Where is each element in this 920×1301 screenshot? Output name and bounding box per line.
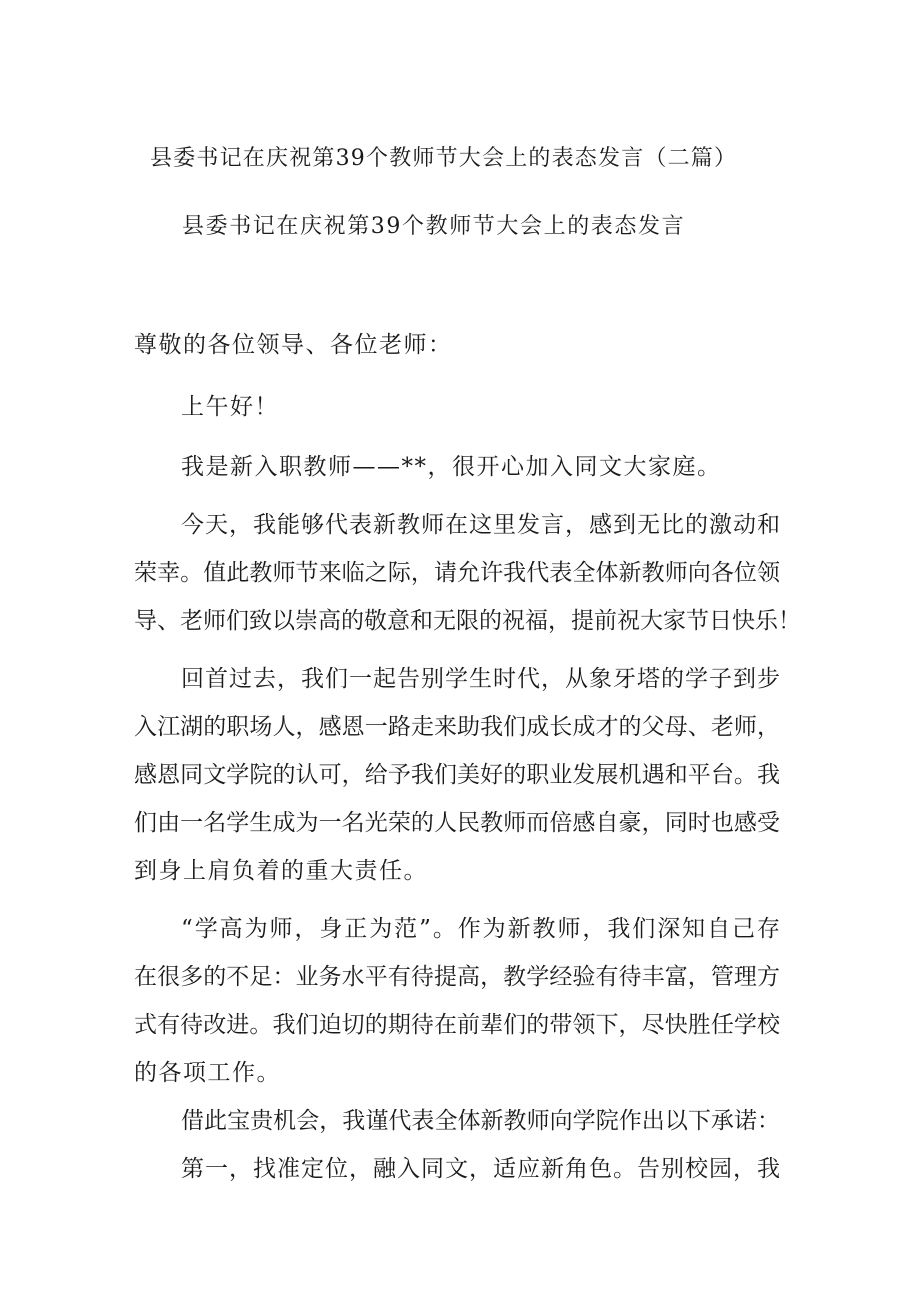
greeting: 上午好！	[181, 394, 279, 420]
paragraph-line: 的各项工作。	[134, 1060, 281, 1086]
paragraph-line: 今天，我能够代表新教师在这里发言，感到无比的激动和	[181, 512, 780, 538]
paragraph-line: 感恩同文学院的认可，给予我们美好的职业发展机遇和平台。我	[134, 762, 780, 788]
salutation: 尊敬的各位领导、各位老师：	[134, 332, 453, 358]
introduction: 我是新入职教师——**，很开心加入同文大家庭。	[181, 454, 722, 480]
paragraph-line: 荣幸。值此教师节来临之际，请允许我代表全体新教师向各位领	[134, 560, 780, 586]
paragraph-line: 到身上肩负着的重大责任。	[134, 858, 428, 884]
speech-title: 县委书记在庆祝第39个教师节大会上的表态发言	[182, 214, 686, 239]
paragraph-line: 式有待改进。我们迫切的期待在前辈们的带领下，尽快胜任学校	[134, 1012, 780, 1038]
paragraph-line: “学高为师，身正为范”。作为新教师，我们深知自己存	[181, 916, 780, 942]
paragraph-line: 入江湖的职场人，感恩一路走来助我们成长成才的父母、老师，	[134, 714, 780, 740]
paragraph-line: 借此宝贵机会，我谨代表全体新教师向学院作出以下承诺：	[181, 1108, 780, 1134]
document-title: 县委书记在庆祝第39个教师节大会上的表态发言（二篇）	[150, 146, 738, 171]
paragraph-line: 导、老师们致以崇高的敬意和无限的祝福，提前祝大家节日快乐！	[134, 608, 801, 634]
paragraph-line: 在很多的不足：业务水平有待提高，教学经验有待丰富，管理方	[134, 964, 780, 990]
paragraph-line: 回首过去，我们一起告别学生时代，从象牙塔的学子到步	[181, 666, 780, 692]
paragraph-line: 第一，找准定位，融入同文，适应新角色。告别校园，我	[181, 1156, 780, 1182]
paragraph-line: 们由一名学生成为一名光荣的人民教师而倍感自豪，同时也感受	[134, 810, 780, 836]
